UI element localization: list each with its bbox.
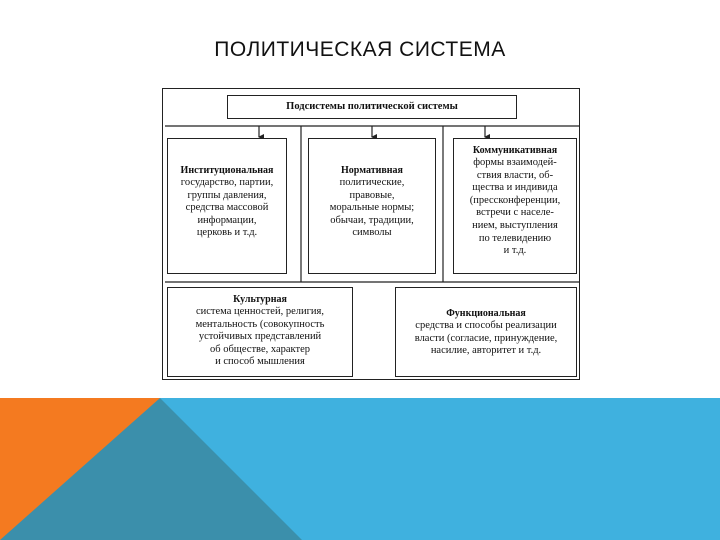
communicative-box [453, 138, 577, 274]
cultural-box [167, 287, 353, 377]
normative-body: политические, правовые, моральные нормы; обычаи, традиции, символы [329, 177, 415, 239]
root-title: Подсистемы политической системы [286, 101, 458, 112]
cultural-title: Культурная [233, 294, 287, 305]
institutional-body: государство, партии, группы давления, средства массовой информации, церковь и т.д. [180, 177, 274, 239]
root-box [227, 95, 517, 119]
functional-box [395, 287, 577, 377]
functional-body: средства и способы реализации власти (согласие, принуждение, насилие, авторитет и т.д. [414, 320, 558, 357]
communicative-body: формы взаимодей- ствия власти, об- щества и индивида (прессконференции, встречи с населе- нием, выступления по телевидению и т.д. [469, 157, 561, 257]
institutional-title: Институциональная [180, 165, 274, 176]
normative-title: Нормативная [341, 165, 403, 176]
functional-title: Функциональная [446, 308, 526, 319]
decorative-bottom-band [0, 398, 720, 540]
slide-title: ПОЛИТИЧЕСКАЯ СИСТЕМА [214, 38, 506, 61]
political-system-diagram [162, 88, 580, 380]
communicative-title: Коммуникативная [472, 145, 558, 156]
cultural-body: система ценностей, религия, ментальность (совокупность устойчивых представлений об обществе, характер и способ мышления [195, 306, 325, 368]
normative-box [308, 138, 436, 274]
decorative-shapes [0, 398, 720, 540]
institutional-box [167, 138, 287, 274]
